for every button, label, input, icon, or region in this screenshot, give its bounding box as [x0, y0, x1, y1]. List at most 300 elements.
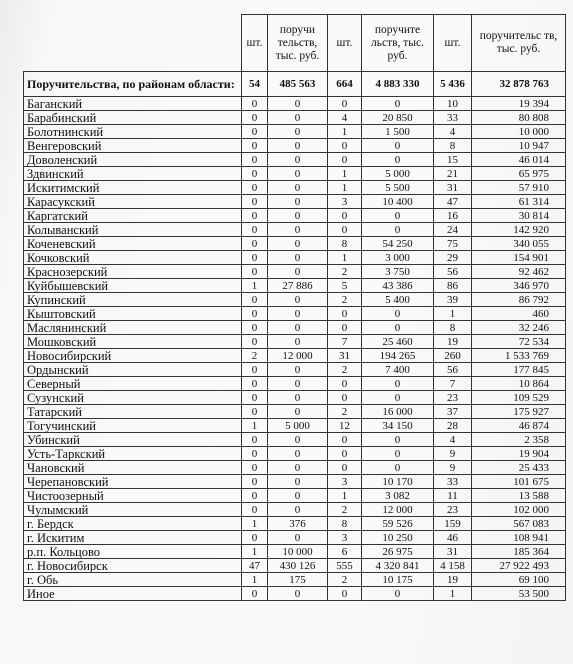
table-row	[24, 335, 566, 349]
table-cell: 0	[328, 391, 362, 405]
table-cell: 23	[434, 391, 472, 405]
district-name: г. Бердск	[24, 517, 242, 531]
table-cell: 0	[362, 139, 434, 153]
table-cell: 57 910	[472, 181, 566, 195]
table-cell: 0	[242, 461, 268, 475]
table-cell: 61 314	[472, 195, 566, 209]
table-cell: 54 250	[362, 237, 434, 251]
header-row	[24, 15, 566, 72]
table-cell: 3	[328, 475, 362, 489]
district-name: Баганский	[24, 97, 242, 111]
table-cell: 0	[268, 321, 328, 335]
table-row	[24, 419, 566, 433]
table-cell: 0	[362, 391, 434, 405]
table-cell: 3	[328, 531, 362, 545]
table-cell: 4	[434, 125, 472, 139]
table-cell: 16 000	[362, 405, 434, 419]
table-cell: 0	[242, 587, 268, 601]
table-row	[24, 531, 566, 545]
table-cell: 108 941	[472, 531, 566, 545]
table-row	[24, 489, 566, 503]
table-cell: 0	[268, 489, 328, 503]
table-cell: 0	[362, 377, 434, 391]
table-row	[24, 209, 566, 223]
district-name: Северный	[24, 377, 242, 391]
header-blank-cell	[24, 15, 242, 72]
table-cell: 159	[434, 517, 472, 531]
table-cell: 80 808	[472, 111, 566, 125]
district-name: Чистоозерный	[24, 489, 242, 503]
table-cell: 0	[268, 237, 328, 251]
table-cell: 0	[242, 321, 268, 335]
table-cell: 0	[268, 153, 328, 167]
table-cell: 555	[328, 559, 362, 573]
table-cell: 102 000	[472, 503, 566, 517]
table-cell: 4 158	[434, 559, 472, 573]
table-cell: 376	[268, 517, 328, 531]
table-cell: 0	[242, 447, 268, 461]
table-row	[24, 293, 566, 307]
table-row	[24, 559, 566, 573]
table-cell: 0	[268, 195, 328, 209]
table-cell: 10 175	[362, 573, 434, 587]
table-cell: 2	[242, 349, 268, 363]
table-cell: 16	[434, 209, 472, 223]
table-cell: 0	[268, 531, 328, 545]
district-name: Колыванский	[24, 223, 242, 237]
table-cell: 0	[242, 391, 268, 405]
table-cell: 185 364	[472, 545, 566, 559]
table-cell: 175	[268, 573, 328, 587]
table-cell: 0	[268, 391, 328, 405]
district-name: Кыштовский	[24, 307, 242, 321]
table-cell: 19 394	[472, 97, 566, 111]
table-cell: 6	[328, 545, 362, 559]
district-name: Искитимский	[24, 181, 242, 195]
table-cell: 5 000	[362, 167, 434, 181]
table-cell: 34 150	[362, 419, 434, 433]
table-cell: 4	[434, 433, 472, 447]
table-cell: 0	[268, 587, 328, 601]
table-cell: 0	[328, 377, 362, 391]
table-cell: 86	[434, 279, 472, 293]
table-row	[24, 587, 566, 601]
table-cell: 46 874	[472, 419, 566, 433]
table-cell: 1	[242, 517, 268, 531]
table-cell: 7 400	[362, 363, 434, 377]
table-cell: 0	[328, 209, 362, 223]
table-cell: 28	[434, 419, 472, 433]
district-name: Новосибирский	[24, 349, 242, 363]
district-name: Чановский	[24, 461, 242, 475]
district-name: р.п. Кольцово	[24, 545, 242, 559]
district-name: Куйбышевский	[24, 279, 242, 293]
table-cell: 0	[242, 97, 268, 111]
table-cell: 21	[434, 167, 472, 181]
table-cell: 0	[362, 153, 434, 167]
table-cell: 0	[328, 461, 362, 475]
table-cell: 72 534	[472, 335, 566, 349]
total-value: 664	[328, 72, 362, 97]
table-cell: 0	[268, 111, 328, 125]
table-cell: 27 922 493	[472, 559, 566, 573]
table-cell: 260	[434, 349, 472, 363]
table-row	[24, 391, 566, 405]
table-row	[24, 139, 566, 153]
total-value: 32 878 763	[472, 72, 566, 97]
table-cell: 177 845	[472, 363, 566, 377]
table-row	[24, 97, 566, 111]
table-cell: 11	[434, 489, 472, 503]
table-row	[24, 111, 566, 125]
table-cell: 0	[328, 433, 362, 447]
table-cell: 1 500	[362, 125, 434, 139]
table-row	[24, 279, 566, 293]
table-cell: 32 246	[472, 321, 566, 335]
table-cell: 8	[328, 237, 362, 251]
table-cell: 33	[434, 111, 472, 125]
header-cell: шт.	[242, 15, 268, 72]
table-cell: 0	[242, 377, 268, 391]
table-cell: 1	[242, 545, 268, 559]
table-row	[24, 321, 566, 335]
table-cell: 3	[328, 195, 362, 209]
table-cell: 2	[328, 405, 362, 419]
table-cell: 0	[242, 405, 268, 419]
table-cell: 24	[434, 223, 472, 237]
table-cell: 0	[268, 405, 328, 419]
table-cell: 30 814	[472, 209, 566, 223]
table-row	[24, 573, 566, 587]
table-cell: 43 386	[362, 279, 434, 293]
table-cell: 59 526	[362, 517, 434, 531]
table-cell: 7	[434, 377, 472, 391]
table-cell: 0	[242, 363, 268, 377]
table-cell: 31	[328, 349, 362, 363]
table-cell: 1	[328, 167, 362, 181]
district-name: Маслянинский	[24, 321, 242, 335]
table-cell: 3 750	[362, 265, 434, 279]
table-cell: 2	[328, 573, 362, 587]
table-cell: 0	[362, 223, 434, 237]
table-cell: 0	[242, 503, 268, 517]
table-cell: 8	[434, 139, 472, 153]
header-cell: поручите льств, тыс. руб.	[362, 15, 434, 72]
table-cell: 31	[434, 181, 472, 195]
table-cell: 0	[242, 195, 268, 209]
table-cell: 154 901	[472, 251, 566, 265]
table-cell: 10 400	[362, 195, 434, 209]
table-row	[24, 125, 566, 139]
table-cell: 8	[434, 321, 472, 335]
table-cell: 0	[268, 223, 328, 237]
guarantees-table	[23, 14, 566, 601]
table-cell: 0	[242, 335, 268, 349]
table-cell: 20 850	[362, 111, 434, 125]
table-cell: 0	[328, 321, 362, 335]
table-cell: 194 265	[362, 349, 434, 363]
table-cell: 37	[434, 405, 472, 419]
district-name: Купинский	[24, 293, 242, 307]
table-cell: 0	[242, 167, 268, 181]
table-cell: 9	[434, 461, 472, 475]
table-cell: 0	[328, 223, 362, 237]
table-cell: 19	[434, 335, 472, 349]
district-name: Сузунский	[24, 391, 242, 405]
table-cell: 1	[242, 279, 268, 293]
table-cell: 47	[434, 195, 472, 209]
table-cell: 25 460	[362, 335, 434, 349]
table-cell: 1	[434, 307, 472, 321]
table-row	[24, 153, 566, 167]
district-name: Карасукский	[24, 195, 242, 209]
district-name: Тогучинский	[24, 419, 242, 433]
table-cell: 0	[362, 587, 434, 601]
table-cell: 12 000	[362, 503, 434, 517]
header-cell: шт.	[434, 15, 472, 72]
table-cell: 0	[328, 307, 362, 321]
table-cell: 1	[328, 251, 362, 265]
district-name: Иное	[24, 587, 242, 601]
header-cell: поручительс тв, тыс. руб.	[472, 15, 566, 72]
table-cell: 460	[472, 307, 566, 321]
table-cell: 0	[362, 433, 434, 447]
district-name: г. Искитим	[24, 531, 242, 545]
table-row	[24, 265, 566, 279]
table-cell: 25 433	[472, 461, 566, 475]
table-cell: 0	[268, 447, 328, 461]
table-cell: 0	[328, 447, 362, 461]
table-row	[24, 461, 566, 475]
district-name: Краснозерский	[24, 265, 242, 279]
table-cell: 75	[434, 237, 472, 251]
table-cell: 0	[242, 111, 268, 125]
table-cell: 46	[434, 531, 472, 545]
table-cell: 0	[362, 209, 434, 223]
table-cell: 10 947	[472, 139, 566, 153]
table-cell: 5	[328, 279, 362, 293]
table-row	[24, 237, 566, 251]
table-cell: 1	[242, 419, 268, 433]
header-cell: поручи тельств, тыс. руб.	[268, 15, 328, 72]
table-cell: 46 014	[472, 153, 566, 167]
table-cell: 1	[434, 587, 472, 601]
table-cell: 0	[328, 139, 362, 153]
district-name: г. Обь	[24, 573, 242, 587]
table-row	[24, 223, 566, 237]
table-cell: 56	[434, 363, 472, 377]
table-row	[24, 503, 566, 517]
table-cell: 0	[242, 531, 268, 545]
table-cell: 53 500	[472, 587, 566, 601]
table-cell: 8	[328, 517, 362, 531]
table-cell: 13 588	[472, 489, 566, 503]
table-row	[24, 517, 566, 531]
table-cell: 0	[268, 209, 328, 223]
table-row	[24, 251, 566, 265]
table-cell: 26 975	[362, 545, 434, 559]
table-cell: 0	[268, 251, 328, 265]
table-cell: 3 082	[362, 489, 434, 503]
table-cell: 2	[328, 363, 362, 377]
table-cell: 0	[242, 433, 268, 447]
table-cell: 15	[434, 153, 472, 167]
table-row	[24, 167, 566, 181]
table-cell: 0	[268, 377, 328, 391]
table-cell: 1	[328, 489, 362, 503]
table-cell: 5 400	[362, 293, 434, 307]
table-cell: 0	[268, 307, 328, 321]
table-cell: 0	[242, 223, 268, 237]
total-label: Поручительства, по районам области:	[24, 72, 242, 97]
table-cell: 0	[242, 475, 268, 489]
table-cell: 7	[328, 335, 362, 349]
table-cell: 2	[328, 265, 362, 279]
table-cell: 0	[268, 139, 328, 153]
table-cell: 0	[268, 503, 328, 517]
table-cell: 340 055	[472, 237, 566, 251]
district-name: Ордынский	[24, 363, 242, 377]
table-cell: 0	[268, 181, 328, 195]
table-cell: 0	[268, 293, 328, 307]
table-cell: 430 126	[268, 559, 328, 573]
table-cell: 10 864	[472, 377, 566, 391]
total-value: 485 563	[268, 72, 328, 97]
table-row	[24, 195, 566, 209]
table-row	[24, 405, 566, 419]
table-cell: 0	[362, 461, 434, 475]
district-name: Венгеровский	[24, 139, 242, 153]
table-cell: 0	[242, 265, 268, 279]
table-cell: 0	[362, 97, 434, 111]
table-cell: 0	[242, 251, 268, 265]
table-cell: 0	[328, 97, 362, 111]
table-cell: 1 533 769	[472, 349, 566, 363]
table-cell: 0	[268, 475, 328, 489]
table-cell: 0	[268, 461, 328, 475]
table-cell: 0	[242, 125, 268, 139]
district-name: Болотнинский	[24, 125, 242, 139]
table-cell: 2	[328, 293, 362, 307]
table-row	[24, 349, 566, 363]
table-cell: 10	[434, 97, 472, 111]
table-cell: 5 000	[268, 419, 328, 433]
table-cell: 0	[362, 321, 434, 335]
table-cell: 0	[242, 489, 268, 503]
table-row	[24, 475, 566, 489]
table-cell: 0	[328, 153, 362, 167]
district-name: Убинский	[24, 433, 242, 447]
table-cell: 2	[328, 503, 362, 517]
table-cell: 567 083	[472, 517, 566, 531]
table-cell: 10 000	[472, 125, 566, 139]
total-value: 5 436	[434, 72, 472, 97]
table-row	[24, 447, 566, 461]
table-cell: 33	[434, 475, 472, 489]
table-row	[24, 181, 566, 195]
table-cell: 1	[328, 181, 362, 195]
table-cell: 4	[328, 111, 362, 125]
table-cell: 142 920	[472, 223, 566, 237]
district-name: Чулымский	[24, 503, 242, 517]
district-name: Черепановский	[24, 475, 242, 489]
total-value: 4 883 330	[362, 72, 434, 97]
table-cell: 3 000	[362, 251, 434, 265]
table-cell: 12 000	[268, 349, 328, 363]
district-name: Усть-Таркский	[24, 447, 242, 461]
table-cell: 0	[362, 307, 434, 321]
table-cell: 12	[328, 419, 362, 433]
table-cell: 0	[268, 97, 328, 111]
table-cell: 92 462	[472, 265, 566, 279]
table-cell: 29	[434, 251, 472, 265]
table-cell: 19	[434, 573, 472, 587]
table-cell: 9	[434, 447, 472, 461]
table-cell: 0	[242, 153, 268, 167]
table-cell: 69 100	[472, 573, 566, 587]
table-cell: 47	[242, 559, 268, 573]
district-name: Мошковский	[24, 335, 242, 349]
district-name: Татарский	[24, 405, 242, 419]
table-cell: 346 970	[472, 279, 566, 293]
table-cell: 2 358	[472, 433, 566, 447]
table-cell: 175 927	[472, 405, 566, 419]
table-row	[24, 545, 566, 559]
table-cell: 4 320 841	[362, 559, 434, 573]
table-cell: 10 000	[268, 545, 328, 559]
table-cell: 0	[328, 587, 362, 601]
table-cell: 0	[242, 237, 268, 251]
table-cell: 0	[242, 139, 268, 153]
table-cell: 0	[268, 433, 328, 447]
table-cell: 101 675	[472, 475, 566, 489]
district-name: Барабинский	[24, 111, 242, 125]
table-cell: 23	[434, 503, 472, 517]
table-row	[24, 377, 566, 391]
table-cell: 1	[328, 125, 362, 139]
table-cell: 1	[242, 573, 268, 587]
table-cell: 27 886	[268, 279, 328, 293]
table-cell: 109 529	[472, 391, 566, 405]
district-name: Кочковский	[24, 251, 242, 265]
table-cell: 0	[242, 307, 268, 321]
table-cell: 10 250	[362, 531, 434, 545]
table-cell: 0	[268, 335, 328, 349]
table-cell: 39	[434, 293, 472, 307]
header-cell: шт.	[328, 15, 362, 72]
table-cell: 0	[242, 181, 268, 195]
total-value: 54	[242, 72, 268, 97]
table-cell: 0	[268, 125, 328, 139]
district-name: Доволенский	[24, 153, 242, 167]
table-cell: 0	[242, 209, 268, 223]
table-cell: 0	[268, 167, 328, 181]
table-cell: 56	[434, 265, 472, 279]
district-name: г. Новосибирск	[24, 559, 242, 573]
table-cell: 0	[268, 363, 328, 377]
table-cell: 19 904	[472, 447, 566, 461]
table-row	[24, 307, 566, 321]
district-name: Здвинский	[24, 167, 242, 181]
table-cell: 0	[242, 293, 268, 307]
total-row	[24, 72, 566, 97]
table-cell: 86 792	[472, 293, 566, 307]
district-name: Коченевский	[24, 237, 242, 251]
table-cell: 10 170	[362, 475, 434, 489]
table-row	[24, 363, 566, 377]
table-cell: 65 975	[472, 167, 566, 181]
district-name: Каргатский	[24, 209, 242, 223]
